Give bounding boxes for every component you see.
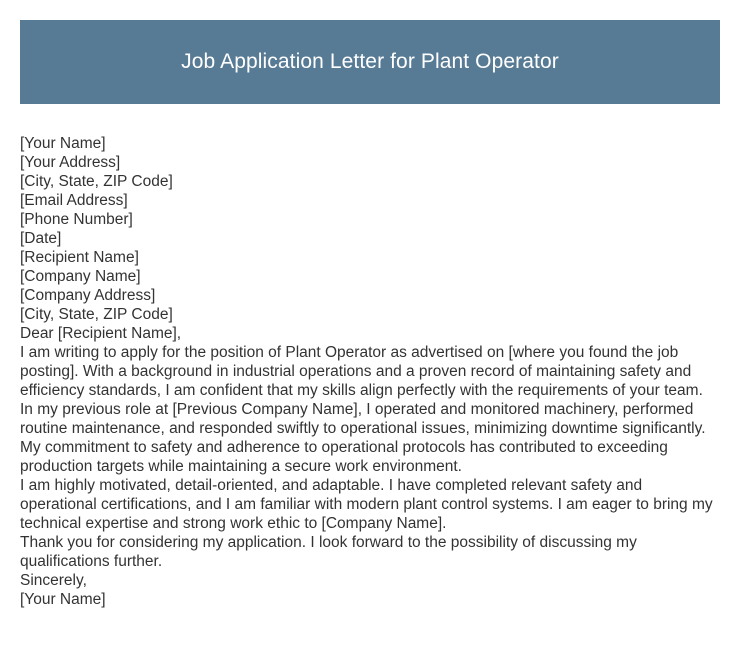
letter-date: [Date]	[20, 230, 62, 247]
recipient-company: [Company Name]	[20, 268, 141, 285]
closing: Sincerely,	[20, 572, 87, 589]
letter-body	[20, 134, 722, 609]
title-banner	[20, 20, 720, 104]
paragraph-qualities: I am highly motivated, detail-oriented, and adaptable. I have completed relevant safety and operational certifications, and I am familiar with modern plant control systems. I am eager to bring my technical expertise and strong work ethic to [Company Name].	[20, 477, 713, 532]
paragraph-experience: In my previous role at [Previous Company Name], I operated and monitored machinery, performed routine maintenance, and responded swiftly to operational issues, minimizing downtime significantly. My commitment to safety and adherence to operational protocols has contributed to exceeding production targets while maintaining a secure work environment.	[20, 401, 706, 475]
signature: [Your Name]	[20, 591, 106, 608]
sender-address: [Your Address]	[20, 154, 121, 171]
recipient-address: [Company Address]	[20, 287, 156, 304]
page-title: Job Application Letter for Plant Operator	[181, 50, 559, 73]
salutation: Dear [Recipient Name],	[20, 325, 182, 342]
sender-phone: [Phone Number]	[20, 211, 133, 228]
sender-email: [Email Address]	[20, 192, 128, 209]
sender-name: [Your Name]	[20, 135, 106, 152]
paragraph-thanks: Thank you for considering my application. I look forward to the possibility of discussing my qualifications further.	[20, 534, 637, 570]
recipient-city-state-zip: [City, State, ZIP Code]	[20, 306, 173, 323]
paragraph-intro: I am writing to apply for the position of Plant Operator as advertised on [where you found the job posting]. With a background in industrial operations and a proven record of maintaining safety and efficiency standards, I am confident that my skills align perfectly with the requirements of your team.	[20, 344, 703, 399]
sender-city-state-zip: [City, State, ZIP Code]	[20, 173, 173, 190]
recipient-name: [Recipient Name]	[20, 249, 139, 266]
